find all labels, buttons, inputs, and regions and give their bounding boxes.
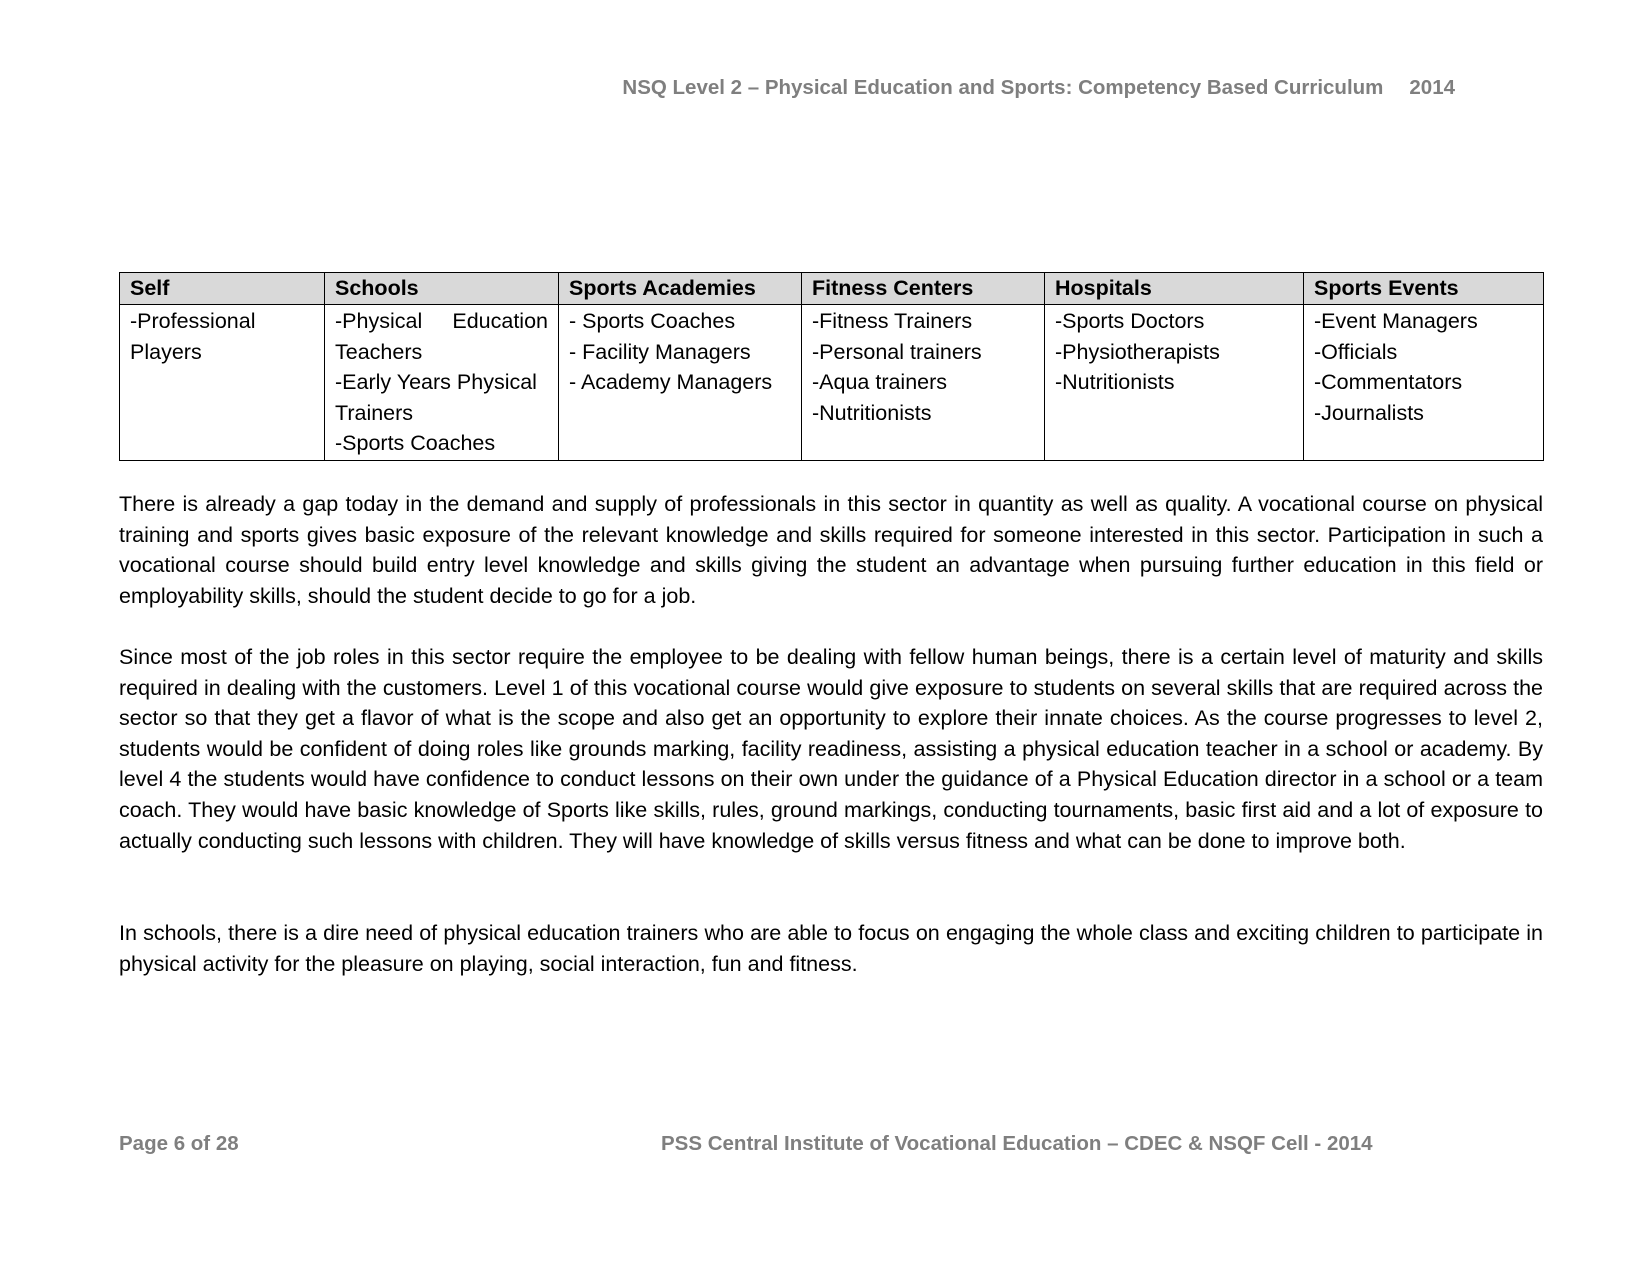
cell-entry: -Nutritionists [1055, 370, 1175, 394]
cell-schools [325, 305, 559, 461]
cell-entry: -Aqua trainers [812, 370, 948, 394]
cell-hospitals [1045, 305, 1304, 461]
page-number: Page 6 of 28 [119, 1132, 239, 1155]
cell-sports-academies [559, 305, 802, 461]
cell-entry: -Physiotherapists [1055, 339, 1220, 364]
paragraph-schools-need: In schools, there is a dire need of physical education trainers who are able to focus on engaging the whole class and exciting children to participate in physical activity for the pleasure on playing, social interaction, fun and fitness. [119, 921, 1543, 976]
cell-entry: -Early Years Physical [335, 370, 537, 394]
cell-entry: -Sports Coaches [335, 431, 496, 455]
cell-fitness-centers [802, 305, 1045, 461]
cell-entry: -Commentators [1314, 370, 1463, 394]
cell-entry: -Event Managers [1314, 309, 1478, 333]
cell-entry: - Facility Managers [569, 339, 751, 364]
cell-entry: -Sports Doctors [1055, 309, 1205, 333]
cell-entry: - Sports Coaches [569, 309, 736, 333]
column-header-hospitals: Hospitals [1045, 273, 1304, 305]
column-header-self: Self [120, 273, 325, 305]
page-header [622, 76, 1455, 100]
cell-entry: - Academy Managers [569, 370, 773, 394]
table-row [120, 305, 1544, 461]
cell-entry: -Fitness Trainers [812, 309, 973, 333]
cell-entry: Trainers [335, 400, 414, 425]
column-header-schools: Schools [325, 273, 559, 305]
cell-entry: -Journalists [1314, 400, 1424, 425]
cell-self [120, 305, 325, 461]
cell-entry: Players [130, 339, 202, 364]
cell-sports-events [1304, 305, 1544, 461]
cell-entry: -Physical Education [335, 309, 548, 333]
header-title: NSQ Level 2 – Physical Education and Sports: Competency Based Curriculum [622, 76, 1384, 99]
cell-entry: -Professional [130, 309, 256, 333]
column-header-sports-events: Sports Events [1304, 273, 1544, 305]
job-roles-table [119, 272, 1544, 461]
cell-entry: -Nutritionists [812, 400, 932, 425]
paragraph-job-role-levels: Since most of the job roles in this sector require the employee to be dealing with fellow human beings, there is a certain level of maturity and skills required in dealing with the customers. Level 1 of this vocational course would give exposure to students on several skills that are required across the sector so that they get a flavor of what is the scope and also get an opportunity to explore their innate choices. As the course progresses to level 2, students would be confident of doing roles like grounds marking, facility readiness, assisting a physical education teacher in a school or academy. By level 4 the students would have confidence to conduct lessons on their own under the guidance of a Physical Education director in a school or a team coach. They would have basic knowledge of Sports like skills, rules, ground markings, conducting tournaments, basic first aid and a lot of exposure to actually conducting such lessons with children. They will have knowledge of skills versus fitness and what can be done to improve both. [119, 645, 1543, 853]
cell-entry: -Personal trainers [812, 339, 982, 364]
paragraph-demand-supply-gap: There is already a gap today in the demand and supply of professionals in this sector in quantity as well as quality. A vocational course on physical training and sports gives basic exposure of the relevant knowledge and skills required for someone interested in this sector. Participation in such a vocational course should build entry level knowledge and skills giving the student an advantage when pursuing further education in this field or employability skills, should the student decide to go for a job. [119, 492, 1543, 608]
footer-institute: PSS Central Institute of Vocational Education – CDEC & NSQF Cell - 2014 [661, 1132, 1373, 1155]
cell-entry: -Officials [1314, 339, 1398, 364]
table-header-row [120, 273, 1544, 305]
header-year: 2014 [1409, 76, 1455, 99]
column-header-sports-academies: Sports Academies [559, 273, 802, 305]
column-header-fitness-centers: Fitness Centers [802, 273, 1045, 305]
cell-entry: Teachers [335, 339, 423, 364]
